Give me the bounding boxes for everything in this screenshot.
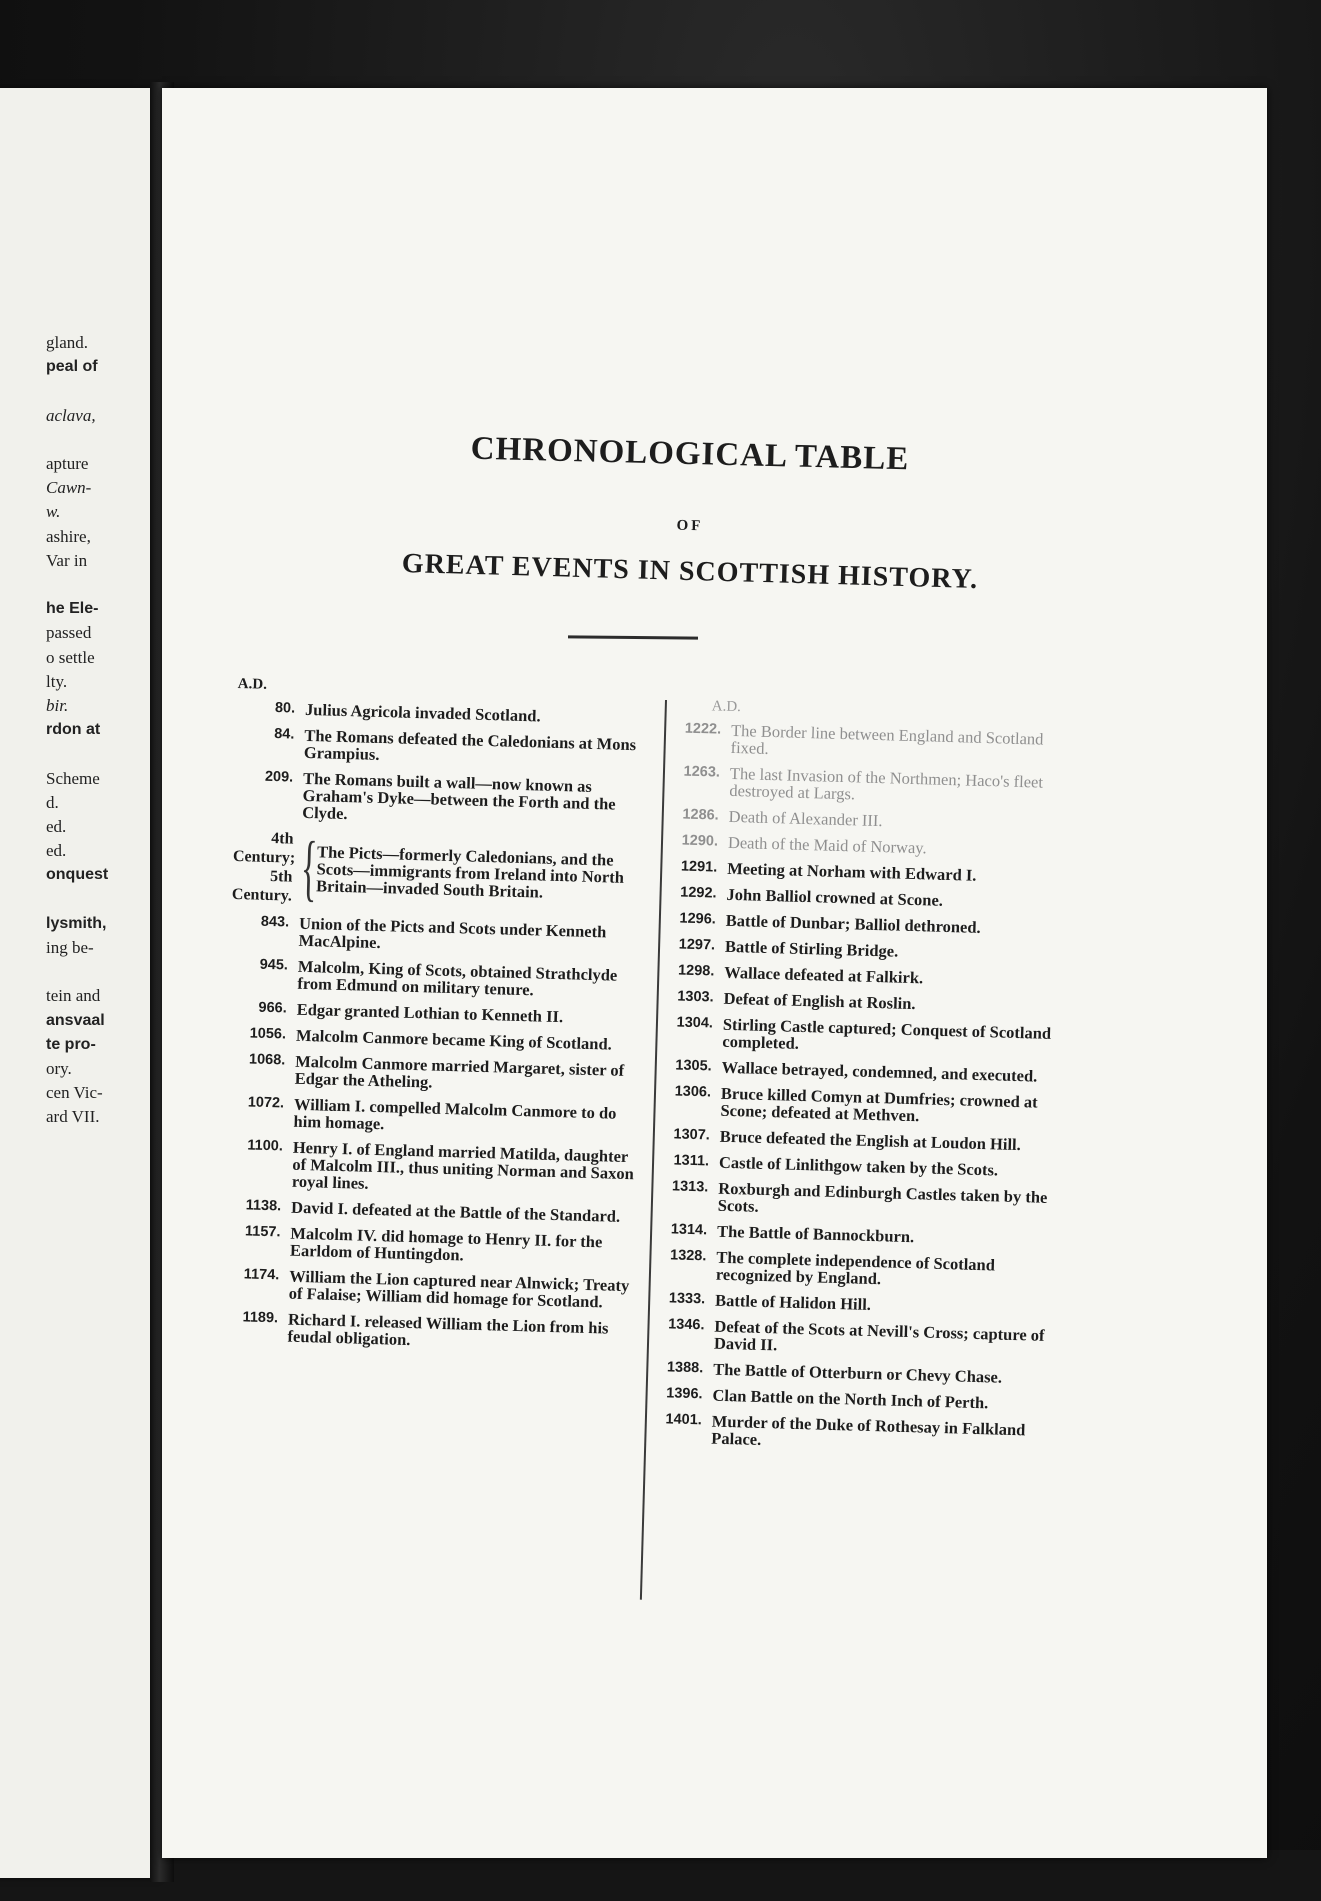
entry-year: 1263. bbox=[683, 763, 721, 781]
chronology-entry bbox=[652, 1126, 1072, 1155]
entry-text: Henry I. of England married Matilda, daughter of Malcolm III., thus uniting Norman and Saxon royal lines. bbox=[291, 1137, 635, 1193]
chronology-entry bbox=[228, 1025, 648, 1054]
entry-year: 1157. bbox=[244, 1223, 281, 1241]
chronology-entry bbox=[658, 884, 1078, 913]
right-column bbox=[643, 697, 1084, 1465]
entry-year: 1286. bbox=[682, 806, 719, 824]
entry-year: 1290. bbox=[681, 832, 719, 850]
entry-text: Stirling Castle captured; Conquest of Scotland completed. bbox=[722, 1014, 1052, 1053]
entry-text: Wallace defeated at Falkirk. bbox=[724, 962, 924, 988]
entry-year: 1304. bbox=[676, 1014, 714, 1032]
entry-year: 843. bbox=[260, 913, 290, 931]
facing-page-fragment: Var in bbox=[46, 550, 88, 570]
facing-page-fragment: bir. bbox=[46, 696, 69, 715]
facing-page-fragment: ed. bbox=[46, 841, 67, 861]
entry-year: 966. bbox=[258, 999, 287, 1017]
entry-text: William I. compelled Malcolm Canmore to do him homage. bbox=[293, 1094, 617, 1134]
left-entries-bottom bbox=[219, 913, 651, 1355]
facing-page-fragment: ard VII. bbox=[46, 1107, 100, 1127]
facing-page-fragment: aclava, bbox=[46, 405, 96, 425]
chronology-entry bbox=[650, 1178, 1071, 1224]
chronology-entry bbox=[661, 763, 1082, 809]
century-entry bbox=[232, 828, 654, 916]
ad-heading: A.D. bbox=[711, 698, 742, 716]
facing-page-fragment: apture bbox=[46, 454, 89, 473]
chronology-entry bbox=[646, 1316, 1067, 1362]
chronology-entry bbox=[230, 913, 651, 959]
entry-year: 1305. bbox=[675, 1057, 712, 1075]
chronology-entry bbox=[655, 988, 1075, 1017]
facing-page-fragment: onquest bbox=[46, 866, 109, 884]
facing-page-fragment: peal of bbox=[46, 358, 98, 376]
century-labels bbox=[232, 828, 298, 906]
chronology-entry bbox=[222, 1223, 643, 1269]
chronology-entry bbox=[225, 1094, 646, 1140]
entry-text: Defeat of the Scots at Nevill's Cross; capture of David II. bbox=[713, 1316, 1045, 1355]
entry-year: 1291. bbox=[680, 858, 718, 876]
chronology-entry bbox=[662, 720, 1083, 766]
chronology-entry bbox=[656, 962, 1076, 991]
chronology-entry bbox=[651, 1152, 1071, 1181]
entry-year: 1306. bbox=[674, 1083, 712, 1101]
facing-page-fragment: d. bbox=[46, 792, 59, 812]
page-subtitle: GREAT EVENTS IN SCOTTISH HISTORY. bbox=[401, 547, 979, 596]
entry-year: 209. bbox=[264, 768, 294, 786]
left-entries-top bbox=[234, 699, 657, 831]
entry-text: The Border line between England and Scotland fixed. bbox=[730, 720, 1044, 758]
entry-text: Roxburgh and Edinburgh Castles taken by the Scots. bbox=[717, 1178, 1048, 1216]
entry-text: Julius Agricola invaded Scotland. bbox=[304, 699, 541, 726]
entry-year: 1396. bbox=[666, 1385, 703, 1403]
entry-text: Defeat of English at Roslin. bbox=[723, 988, 916, 1014]
entry-year: 1174. bbox=[243, 1266, 280, 1284]
chronology-entry bbox=[652, 1083, 1073, 1129]
chronology-entry bbox=[234, 768, 655, 831]
entry-text: Union of the Picts and Scots under Kenneth MacAlpine. bbox=[298, 913, 607, 953]
entry-year: 1314. bbox=[670, 1221, 708, 1239]
entry-text: Meeting at Norham with Edward I. bbox=[726, 858, 977, 885]
entry-text: Malcolm IV. did homage to Henry II. for the Earldom of Huntingdon. bbox=[289, 1223, 603, 1265]
entry-text: Malcolm Canmore married Margaret, sister of Edgar the Atheling. bbox=[294, 1051, 625, 1092]
entry-text: Castle of Linlithgow taken by the Scots. bbox=[718, 1152, 999, 1180]
chronology-entry bbox=[660, 806, 1080, 835]
entry-text: The Romans built a wall—now known as Graham's Dyke—between the Forth and the Clyde. bbox=[301, 768, 616, 824]
chronology-entry bbox=[224, 1137, 645, 1200]
chronology-entry bbox=[221, 1266, 642, 1312]
entry-year: 80. bbox=[274, 700, 296, 717]
entry-year: 1222. bbox=[684, 720, 722, 738]
entry-text: Battle of Halidon Hill. bbox=[714, 1290, 872, 1315]
facing-page-fragment: Cawn- bbox=[46, 478, 92, 498]
facing-page-fragment: w. bbox=[46, 502, 61, 522]
right-entries bbox=[643, 858, 1079, 1456]
facing-page-fragment: ing be- bbox=[46, 938, 94, 957]
entry-year: 1303. bbox=[677, 988, 714, 1006]
entry-text: David I. defeated at the Battle of the Standard. bbox=[290, 1197, 621, 1226]
entry-text: Bruce killed Comyn at Dumfries; crowned at Scone; defeated at Methven. bbox=[720, 1083, 1038, 1126]
entry-text: The Romans defeated the Caledonians at Mons Grampius. bbox=[303, 725, 637, 764]
entry-year: 1072. bbox=[247, 1094, 285, 1112]
entry-year: 1328. bbox=[669, 1247, 707, 1265]
entry-text: Death of the Maid of Norway. bbox=[727, 832, 927, 858]
entry-text: Clan Battle on the North Inch of Perth. bbox=[712, 1385, 989, 1413]
entry-year: 1138. bbox=[245, 1197, 282, 1215]
entry-year: 945. bbox=[259, 956, 289, 974]
chronology-entry bbox=[657, 936, 1077, 965]
entry-year: 1292. bbox=[680, 884, 717, 902]
entry-text: Battle of Dunbar; Balliol dethroned. bbox=[725, 910, 981, 937]
century-text: The Picts—formerly Caledonians, and the Scots—immigrants from Ireland into North Britain—invaded South Britain. bbox=[315, 841, 625, 902]
entry-text: Malcolm, King of Scots, obtained Strathclyde from Edmund on military tenure. bbox=[297, 956, 618, 1000]
chronology-entry bbox=[236, 725, 657, 771]
facing-page-fragment: lty. bbox=[46, 671, 68, 691]
facing-page-fragment: passed bbox=[46, 623, 92, 643]
entry-year: 1401. bbox=[665, 1411, 703, 1429]
entry-text: The complete independence of Scotland recognized by England. bbox=[715, 1247, 996, 1289]
entry-year: 1296. bbox=[679, 910, 717, 928]
facing-page-fragment: tein and bbox=[46, 986, 101, 1006]
chronology-entry bbox=[648, 1247, 1069, 1293]
entry-year: 1307. bbox=[673, 1126, 710, 1144]
entry-year: 1068. bbox=[248, 1051, 286, 1069]
entry-year: 1297. bbox=[678, 936, 716, 954]
chronology-entry bbox=[653, 1057, 1073, 1086]
entry-year: 1189. bbox=[242, 1309, 279, 1327]
entry-year: 1346. bbox=[667, 1316, 705, 1334]
entry-text: Richard I. released William the Lion from his feudal obligation. bbox=[287, 1309, 609, 1350]
brace-icon: { bbox=[299, 826, 319, 910]
ad-heading: A.D. bbox=[237, 676, 268, 693]
chronology-entry bbox=[660, 832, 1080, 861]
chronology-entry bbox=[654, 1014, 1075, 1060]
entry-year: 1388. bbox=[666, 1359, 704, 1377]
chronology-entry bbox=[229, 999, 649, 1028]
left-page-edge bbox=[0, 88, 157, 1878]
entry-year: 1313. bbox=[671, 1178, 709, 1196]
chronology-entry bbox=[658, 910, 1078, 939]
facing-page-fragment: rdon at bbox=[46, 721, 101, 739]
chronology-entry bbox=[229, 956, 650, 1002]
facing-page-fragment: Scheme bbox=[46, 768, 100, 788]
facing-page-fragment: gland. bbox=[46, 333, 89, 352]
entry-text: Wallace betrayed, condemned, and executed. bbox=[721, 1057, 1038, 1086]
entry-text: The Battle of Bannockburn. bbox=[716, 1221, 915, 1247]
chronology-entry bbox=[223, 1197, 643, 1226]
century-label-2: 5th Century. bbox=[231, 867, 293, 905]
title-connector: OF bbox=[676, 517, 704, 535]
right-entries-faint bbox=[660, 720, 1083, 861]
facing-page-fragment: ansvaal bbox=[46, 1011, 105, 1029]
facing-page-fragment: he Ele- bbox=[46, 600, 99, 618]
chronology-entry bbox=[649, 1221, 1069, 1250]
entry-year: 1311. bbox=[673, 1152, 710, 1170]
entry-text: Death of Alexander III. bbox=[728, 806, 883, 831]
page-title: CHRONOLOGICAL TABLE bbox=[470, 430, 910, 478]
entry-text: Murder of the Duke of Rothesay in Falkland Palace. bbox=[711, 1411, 1026, 1450]
entry-year: 1100. bbox=[247, 1137, 284, 1155]
chronology-entry bbox=[237, 699, 657, 728]
facing-page-fragment: ory. bbox=[46, 1059, 72, 1078]
entry-text: William the Lion captured near Alnwick; Treaty of Falaise; William did homage for Scotland. bbox=[288, 1266, 630, 1312]
entry-text: Battle of Stirling Bridge. bbox=[724, 936, 899, 961]
century-label-1: 4th Century; bbox=[232, 829, 296, 867]
facing-page-fragment: o settle bbox=[46, 647, 95, 667]
chronology-entry bbox=[227, 1051, 648, 1097]
entry-text: The Battle of Otterburn or Chevy Chase. bbox=[712, 1359, 1003, 1387]
chronology-entry bbox=[647, 1290, 1067, 1319]
chronology-entry bbox=[219, 1309, 640, 1355]
chronology-entry bbox=[645, 1359, 1065, 1388]
entry-text: Malcolm Canmore became King of Scotland. bbox=[295, 1025, 613, 1054]
facing-page-fragment: cen Vic- bbox=[46, 1083, 103, 1103]
entry-year: 1333. bbox=[668, 1290, 706, 1308]
entry-year: 84. bbox=[273, 726, 295, 743]
entry-year: 1056. bbox=[249, 1025, 287, 1043]
entry-text: John Balliol crowned at Scone. bbox=[726, 884, 944, 910]
entry-year: 1298. bbox=[677, 962, 715, 980]
facing-page-fragment: te pro- bbox=[46, 1035, 96, 1053]
facing-page-fragment: lysmith, bbox=[46, 914, 107, 932]
chronology-entry bbox=[644, 1385, 1064, 1414]
entry-text: Bruce defeated the English at Loudon Hill. bbox=[719, 1126, 1022, 1155]
entry-text: The last Invasion of the Northmen; Haco's fleet destroyed at Largs. bbox=[729, 763, 1044, 804]
facing-page-fragment: ed. bbox=[46, 817, 67, 836]
facing-page-fragment: ashire, bbox=[46, 526, 91, 546]
left-column bbox=[219, 676, 658, 1363]
chronology-entry bbox=[659, 858, 1079, 887]
entry-text: Edgar granted Lothian to Kenneth II. bbox=[296, 999, 564, 1027]
chronology-entry bbox=[643, 1411, 1064, 1457]
